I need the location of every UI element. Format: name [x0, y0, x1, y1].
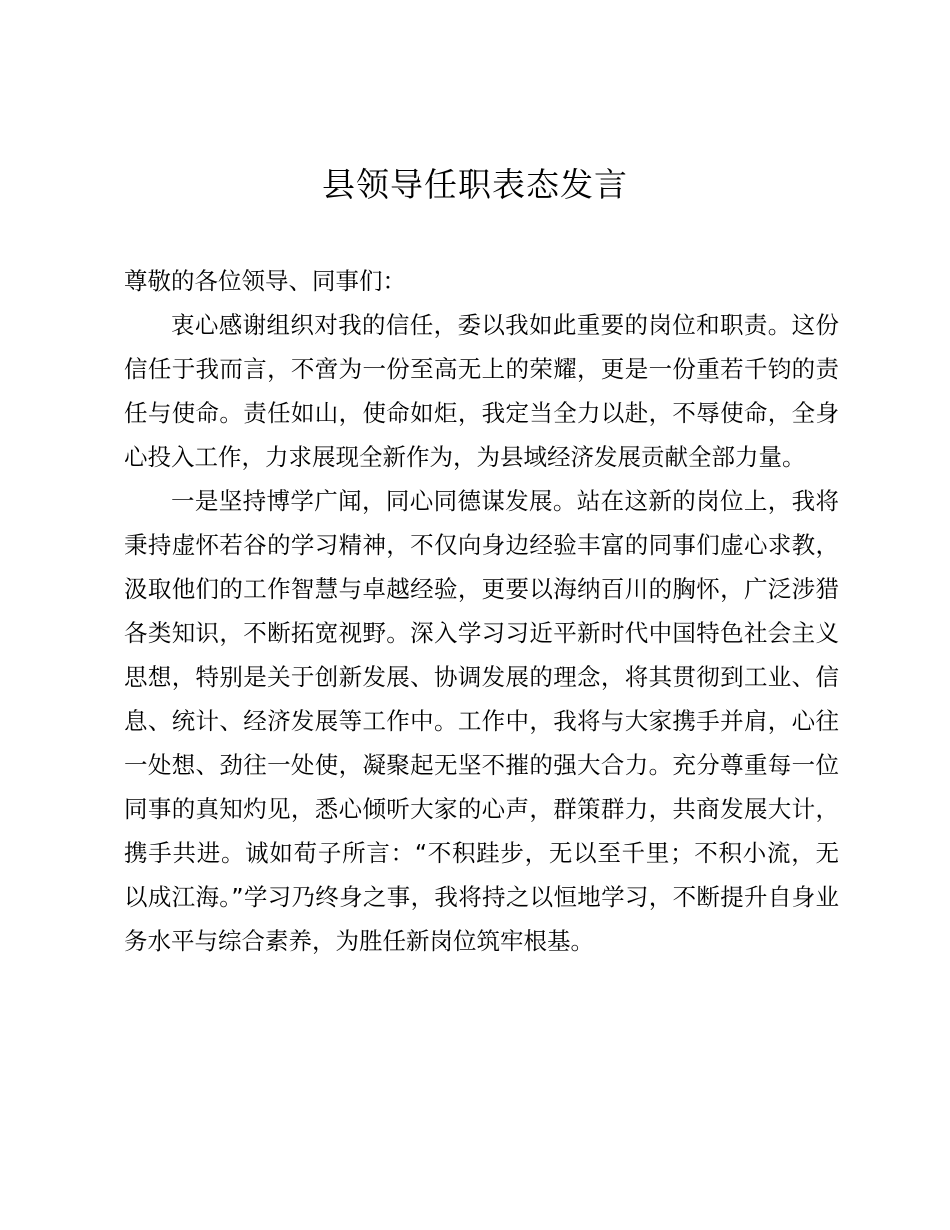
document-body [124, 259, 839, 963]
greeting: 尊敬的各位领导、同事们： [124, 267, 406, 295]
document-title: 县领导任职表态发言 [322, 165, 628, 204]
paragraph-thanks: 衷心感谢组织对我的信任，委以我如此重要的岗位和职责。这份信任于我而言，不啻为一份至高无上的荣耀，更是一份重若千钧的责任与使命。责任如山，使命如炬，我定当全力以赴，不辱使命，全身心投入工作，力求展现全新作为，为县域经济发展贡献全部力量。 [124, 311, 839, 471]
paragraph-learning: 一是坚持博学广闻，同心同德谋发展。站在这新的岗位上，我将秉持虚怀若谷的学习精神，不仅向身边经验丰富的同事们虚心求教，汲取他们的工作智慧与卓越经验，更要以海纳百川的胸怀，广泛涉猎各类知识，不断拓宽视野。深入学习习近平新时代中国特色社会主义思想，特别是关于创新发展、协调发展的理念，将其贯彻到工业、信息、统计、经济发展等工作中。工作中，我将与大家携手并肩，心往一处想、劲往一处使，凝聚起无坚不摧的强大合力。充分尊重每一位同事的真知灼见，悉心倾听大家的心声，群策群力，共商发展大计，携手共进。诚如荀子所言：“不积跬步，无以至千里；不积小流，无以成江海。”学习乃终身之事，我将持之以恒地学习，不断提升自身业务水平与综合素养，为胜任新岗位筑牢根基。 [124, 487, 839, 955]
